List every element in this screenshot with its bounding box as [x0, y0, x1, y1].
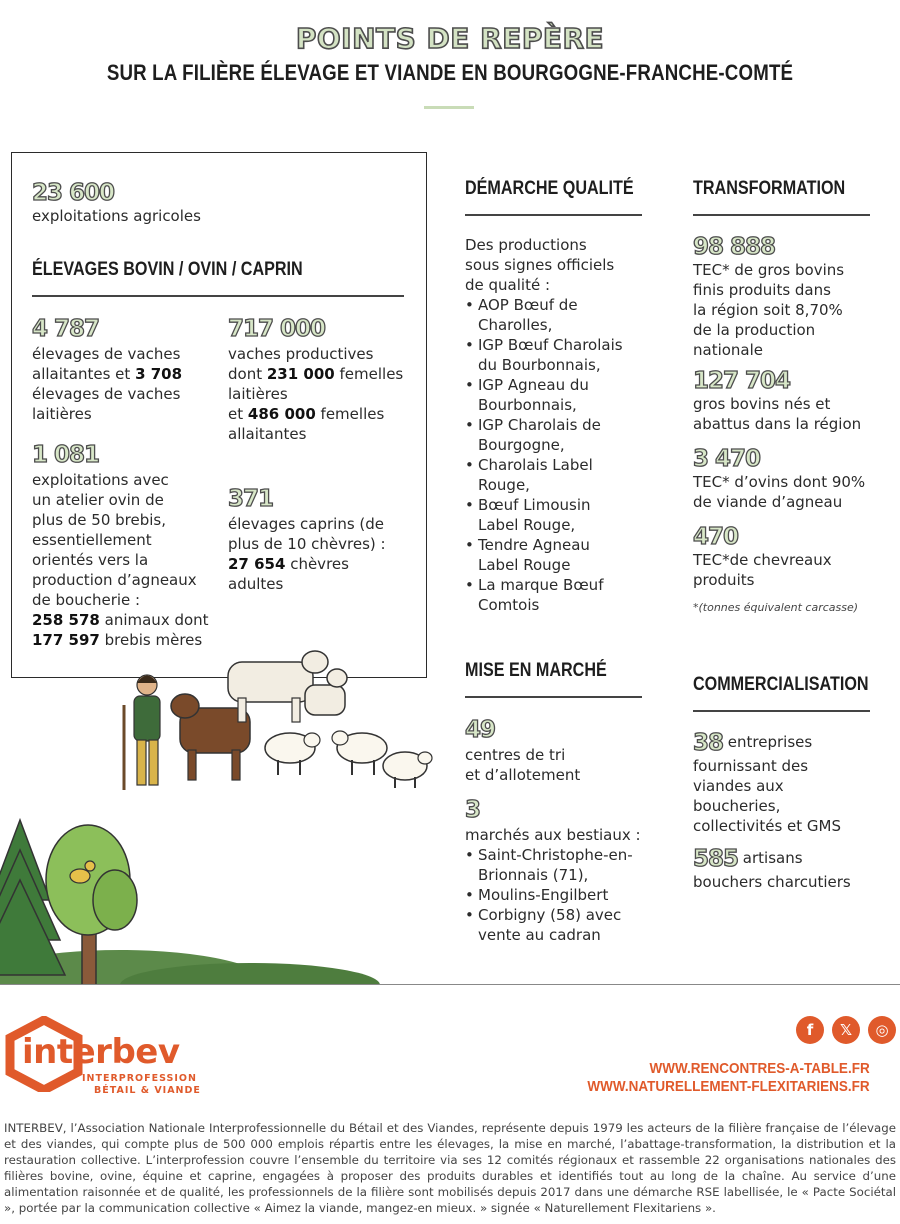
- list-item: • Saint-Christophe-en- Brionnais (71),: [465, 845, 655, 885]
- stat-line: produits: [693, 571, 755, 589]
- section-rule: [693, 710, 870, 712]
- stat-line: laitières: [228, 385, 288, 403]
- ovin-stat: [32, 442, 222, 650]
- stat-line: TEC* d’ovins dont 90%: [693, 473, 866, 491]
- stat-line: plus de 10 chèvres) :: [228, 535, 386, 553]
- stat-number: 371: [228, 486, 274, 512]
- stat-number: 98 888: [693, 234, 776, 260]
- sheep: [383, 752, 432, 788]
- stat-line: et 486 000 femelles: [228, 405, 385, 423]
- stat-line: exploitations avec: [32, 471, 169, 489]
- stat-number: 127 704: [693, 368, 791, 394]
- list-item: • IGP Agneau du Bourbonnais,: [465, 375, 650, 415]
- stat-line: centres de tri: [465, 746, 566, 764]
- stat-line: nationale: [693, 341, 764, 359]
- stat-line: 27 654 chèvres: [228, 555, 349, 573]
- stat-line: TEC*de chevreaux: [693, 551, 832, 569]
- section-rule: [32, 295, 404, 297]
- stat-line: allaitantes et 3 708: [32, 365, 183, 383]
- stat-line: abattus dans la région: [693, 415, 862, 433]
- stat-line: fournissant des: [693, 757, 809, 775]
- list-item: • Corbigny (58) avec vente au cadran: [465, 905, 655, 945]
- list-item: • IGP Bœuf Charolais du Bourbonnais,: [465, 335, 650, 375]
- stat-number: 38: [693, 730, 724, 756]
- commercialisation-stats: [693, 730, 893, 892]
- stat-number: 585: [693, 846, 739, 872]
- list-item: • Charolais Label Rouge,: [465, 455, 650, 495]
- stat-line: élevages de vaches: [32, 345, 181, 363]
- section-heading-marche: MISE EN MARCHÉ: [465, 660, 607, 681]
- section-rule: [693, 214, 870, 216]
- stat-number: 1 081: [32, 442, 100, 468]
- section-heading-elevages: ÉLEVAGES BOVIN / OVIN / CAPRIN: [32, 259, 303, 280]
- qualite-list: [465, 235, 650, 615]
- stat-label: exploitations agricoles: [32, 207, 201, 225]
- stat-number: 23 600: [32, 180, 115, 206]
- stat-line: marchés aux bestiaux :: [465, 826, 641, 844]
- stat-number: 3: [465, 797, 481, 823]
- stat-line: de viande d’agneau: [693, 493, 843, 511]
- stat-line: élevages de vaches: [32, 385, 181, 403]
- stat-line: laitières: [32, 405, 92, 423]
- stat-number: 49: [465, 717, 496, 743]
- page-subtitle: SUR LA FILIÈRE ÉLEVAGE ET VIANDE EN BOURGOGNE-FRANCHE-COMTÉ: [106, 60, 794, 85]
- stat-line: gros bovins nés et: [693, 395, 831, 413]
- section-rule: [465, 696, 642, 698]
- stat-line: et d’allotement: [465, 766, 581, 784]
- stat-line: 38 entreprises: [693, 730, 813, 756]
- section-heading-transformation: TRANSFORMATION: [693, 178, 846, 199]
- stat-line: un atelier ovin de: [32, 491, 164, 509]
- stat-line: boucheries,: [693, 797, 781, 815]
- stat-line: adultes: [228, 575, 284, 593]
- stat-line: la région soit 8,70%: [693, 301, 843, 319]
- logo-name: interbev: [22, 1032, 180, 1072]
- facebook-icon[interactable]: f: [796, 1016, 824, 1044]
- stat-number: 3 470: [693, 446, 761, 472]
- stat-line: 177 597 brebis mères: [32, 631, 203, 649]
- intro-line: Des productions: [465, 236, 587, 254]
- stat-line: essentiellement: [32, 531, 152, 549]
- logo-subtitle: INTERPROFESSION: [82, 1073, 197, 1084]
- farm-illustration: [0, 640, 440, 985]
- stat-line: de boucherie :: [32, 591, 141, 609]
- farmer: [124, 675, 160, 790]
- list-item: • IGP Charolais de Bourgogne,: [465, 415, 650, 455]
- stat-line: bouchers charcutiers: [693, 873, 851, 891]
- footer-divider: [0, 984, 900, 985]
- link-flexitariens[interactable]: WWW.NATURELLEMENT-FLEXITARIENS.FR: [587, 1078, 870, 1095]
- section-heading-qualite: DÉMARCHE QUALITÉ: [465, 178, 634, 199]
- instagram-icon[interactable]: ◎: [868, 1016, 896, 1044]
- section-rule: [465, 214, 642, 216]
- stat-line: allaitantes: [228, 425, 307, 443]
- centres-stat: [465, 717, 650, 785]
- stat-line: orientés vers la: [32, 551, 149, 569]
- list-item: • La marque Bœuf Comtois: [465, 575, 650, 615]
- sheep: [332, 731, 387, 775]
- page-title: POINTS DE REPÈRE: [295, 22, 605, 55]
- list-item: • Moulins-Engilbert: [465, 885, 655, 905]
- stat-line: élevages caprins (de: [228, 515, 385, 533]
- stat-line: de la production: [693, 321, 816, 339]
- stat-line: production d’agneaux: [32, 571, 197, 589]
- link-rencontres[interactable]: WWW.RENCONTRES-A-TABLE.FR: [649, 1060, 870, 1077]
- stat-line: viandes aux: [693, 777, 784, 795]
- marches-stat: [465, 797, 655, 945]
- vaches-stat: [32, 316, 217, 424]
- stat-number: 4 787: [32, 316, 100, 342]
- list-item: • Tendre Agneau Label Rouge: [465, 535, 650, 575]
- stat-line: 258 578 animaux dont: [32, 611, 209, 629]
- list-item: • AOP Bœuf de Charolles,: [465, 295, 650, 335]
- intro-line: de qualité :: [465, 276, 551, 294]
- x-twitter-icon[interactable]: 𝕏: [832, 1016, 860, 1044]
- caprins-stat: [228, 486, 418, 594]
- interbev-logo[interactable]: [4, 1016, 204, 1096]
- productives-stat: [228, 316, 413, 444]
- stat-line: collectivités et GMS: [693, 817, 841, 835]
- stat-number: 717 000: [228, 316, 326, 342]
- stat-line: dont 231 000 femelles: [228, 365, 404, 383]
- logo-subtitle: BÉTAIL & VIANDE: [94, 1085, 201, 1096]
- sheep: [265, 733, 320, 775]
- list-item: • Bœuf Limousin Label Rouge,: [465, 495, 650, 535]
- exploitations-stat: [32, 180, 201, 226]
- stat-line: 585 artisans: [693, 846, 803, 872]
- footer-paragraph: INTERBEV, l’Association Nationale Interprofessionnelle du Bétail et des Viandes, représente depuis 1979 les acteurs de la filière française de l’élevage et des viandes, qui compte plus de 500 000 emplois répartis entre les élevages, la mise en marché, l’abattage-transformation, la distribution et la restauration collective. L’interprofession couvre l’ensemble du territoire via ses 12 comités régionaux et rassemble 22 organisations nationales des filières bovine, ovine, équine et caprine, engagées à proposer des produits durables et identifiés tout au long de la chaîne. Au service d’une alimentation raisonnée et de qualité, les professionnels de la filière sont mobilisés depuis 2017 dans une démarche RSE labellisée, le « Pacte Sociétal », portée par la communication collective « Aimez la viande, mangez-en mieux. » signée « Naturellement Flexitariens ».: [4, 1121, 896, 1215]
- stat-line: TEC* de gros bovins: [693, 261, 845, 279]
- title-underline: [424, 106, 474, 109]
- section-heading-commercialisation: COMMERCIALISATION: [693, 674, 869, 695]
- stat-number: 470: [693, 524, 739, 550]
- intro-line: sous signes officiels: [465, 256, 615, 274]
- transformation-stats: [693, 234, 893, 618]
- footnote: *(tonnes équivalent carcasse): [693, 601, 859, 614]
- stat-line: plus de 50 brebis,: [32, 511, 167, 529]
- stat-line: finis produits dans: [693, 281, 831, 299]
- stat-line: vaches productives: [228, 345, 374, 363]
